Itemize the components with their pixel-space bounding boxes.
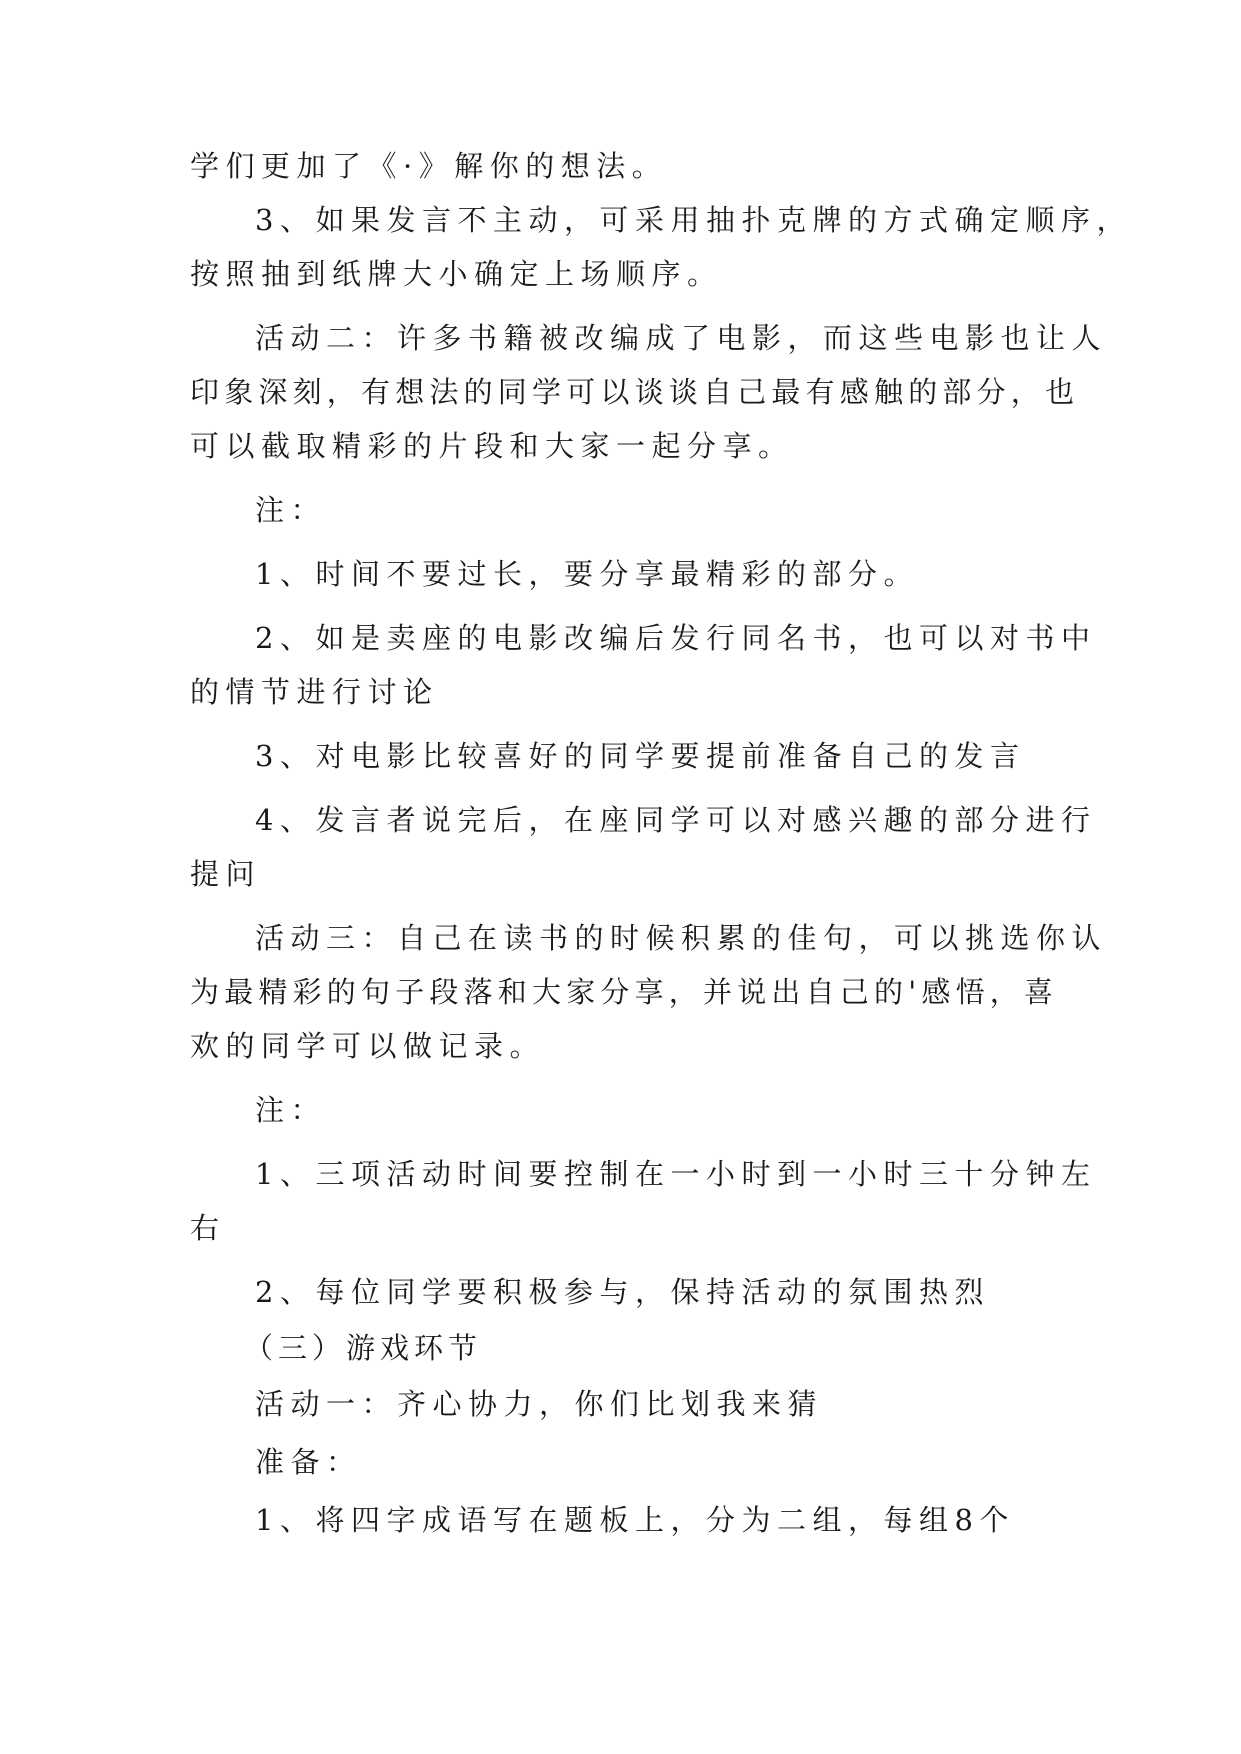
text-line: 欢的同学可以做记录。 xyxy=(190,1029,546,1063)
text-line: 为最精彩的句子段落和大家分享，并说出自己的'感悟，喜 xyxy=(190,975,1059,1009)
text-line: 注： xyxy=(255,493,327,527)
text-line: 印象深刻，有想法的同学可以谈谈自己最有感触的部分，也 xyxy=(190,375,1080,409)
text-line: 注： xyxy=(255,1093,327,1127)
text-line: 1、时间不要过长，要分享最精彩的部分。 xyxy=(255,557,919,591)
text-line: 2、每位同学要积极参与，保持活动的氛围热烈 xyxy=(255,1275,990,1309)
text-line: 可以截取精彩的片段和大家一起分享。 xyxy=(190,429,794,463)
text-line: 活动三：自己在读书的时候积累的佳句，可以挑选你认 xyxy=(255,921,1108,955)
text-line: 2、如是卖座的电影改编后发行同名书，也可以对书中 xyxy=(255,621,1097,655)
text-line: 学们更加了《·》解你的想法。 xyxy=(190,149,668,183)
text-line: 3、对电影比较喜好的同学要提前准备自己的发言 xyxy=(255,739,1026,773)
section-heading: （三）游戏环节 xyxy=(244,1331,483,1365)
text-line: 右 xyxy=(190,1211,226,1245)
text-line: 3、如果发言不主动，可采用抽扑克牌的方式确定顺序， xyxy=(255,203,1132,237)
text-line: 提问 xyxy=(190,857,262,891)
text-line: 活动二：许多书籍被改编成了电影，而这些电影也让人 xyxy=(255,321,1108,355)
text-line: 4、发言者说完后，在座同学可以对感兴趣的部分进行 xyxy=(255,803,1097,837)
text-line: 准备： xyxy=(255,1445,362,1479)
text-line: 1、将四字成语写在题板上，分为二组，每组8个 xyxy=(255,1503,1015,1537)
text-line: 按照抽到纸牌大小确定上场顺序。 xyxy=(190,257,723,291)
text-line: 的情节进行讨论 xyxy=(190,675,439,709)
text-line: 1、三项活动时间要控制在一小时到一小时三十分钟左 xyxy=(255,1157,1097,1191)
text-line: 活动一：齐心协力，你们比划我来猜 xyxy=(255,1387,824,1421)
